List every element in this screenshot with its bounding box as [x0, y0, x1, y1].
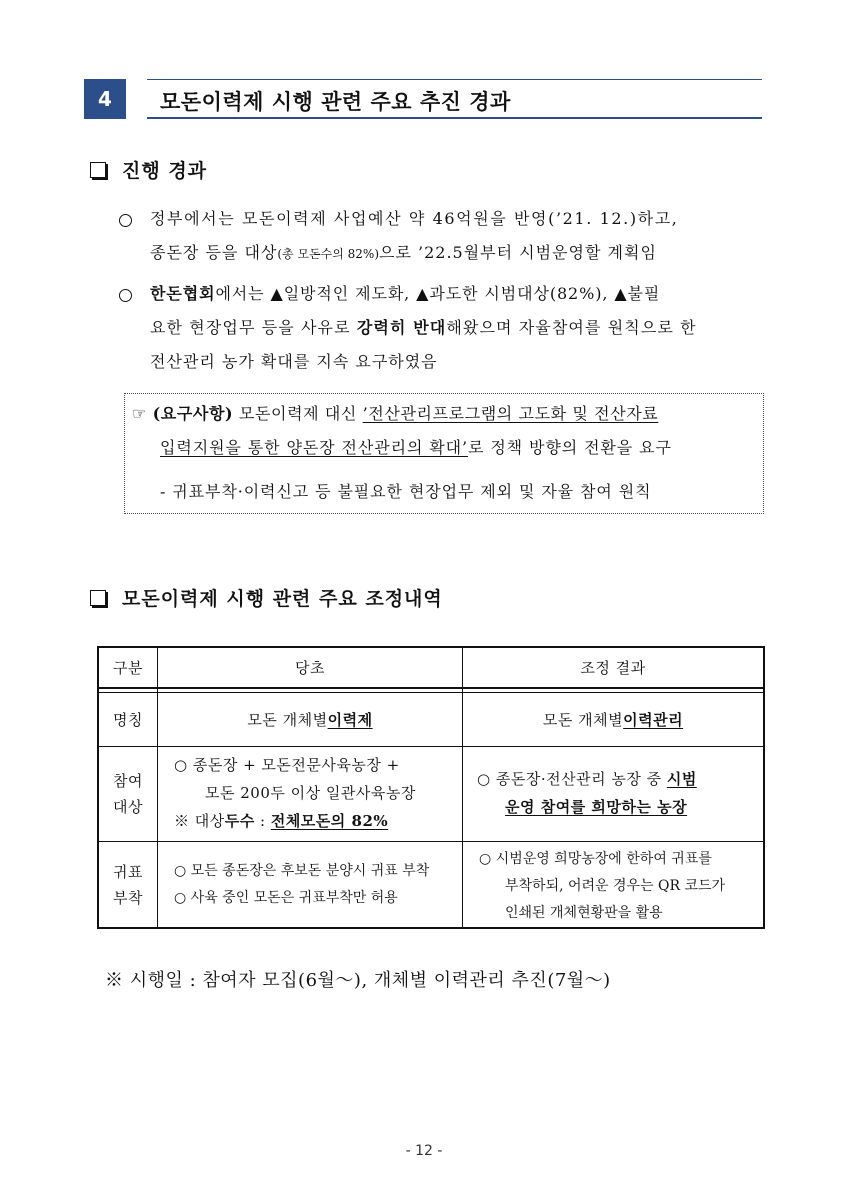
adjust-table [97, 646, 765, 929]
request-line3: - 귀표부착·이력신고 등 불필요한 현장업무 제외 및 자율 참여 원칙 [160, 482, 652, 501]
table-row2-label: 참여 대상 [113, 772, 143, 816]
circle-bullet-icon [119, 214, 132, 227]
pointing-hand-icon: ☞ [132, 404, 147, 423]
table-row3-label: 귀표 부착 [113, 862, 143, 907]
request-line2: 입력지원을 통한 양돈장 전산관리의 확대’로 정책 방향의 전환을 요구 [160, 438, 672, 457]
square-bullet-icon [90, 590, 106, 606]
progress-heading: 진행 경과 [122, 160, 208, 182]
table-row1-label: 명칭 [113, 711, 143, 729]
table-row2-adjusted-line2: 운영 참여를 희망하는 농장 [505, 798, 688, 816]
table-row2-original-line2: 모돈 200두 이상 일관사육농장 [205, 784, 416, 802]
table-header-adjusted: 조정 결과 [580, 659, 646, 677]
progress-item2-line1: 한돈협회에서는 ▲일방적인 제도화, ▲과도한 시범대상(82%), ▲불필 [150, 284, 661, 303]
table-row3-adjusted-line2: 부착하되, 어려운 경우는 QR 코드가 [505, 878, 726, 894]
page-number: - 12 - [405, 1143, 443, 1159]
section-title: 모돈이력제 시행 관련 주요 추진 경과 [160, 90, 511, 114]
progress-item1-line2: 종돈장 등을 대상(총 모돈수의 82%)으로 ’22.5월부터 시범운영할 계획임 [150, 243, 657, 262]
effective-date-note: ※ 시행일 : 참여자 모집(6월～), 개체별 이력관리 추진(7월～) [105, 970, 611, 991]
table-row1-original: 모돈 개체별 이력제 [247, 711, 373, 729]
circle-bullet-icon [119, 289, 132, 302]
table-header-original: 당초 [295, 659, 325, 677]
table-header-category: 구분 [113, 659, 143, 677]
progress-item2-line2: 요한 현장업무 등을 사유로 강력히 반대해왔으며 자율참여를 원칙으로 한 [150, 318, 697, 337]
table-row3-original-line1: ○ 모든 종돈장은 후보돈 분양시 귀표 부착 [174, 863, 430, 879]
section-number-badge: 4 [84, 79, 126, 119]
square-bullet-icon [90, 162, 106, 178]
progress-item1-line1: 정부에서는 모돈이력제 사업예산 약 46억원을 반영(’21. 12.)하고, [150, 209, 679, 228]
adjust-heading: 모돈이력제 시행 관련 주요 조정내역 [122, 588, 443, 610]
table-row3-adjusted-line3: 인쇄된 개체현황판을 활용 [505, 905, 663, 921]
progress-item2-line3: 전산관리 농가 확대를 지속 요구하였음 [150, 352, 438, 371]
table-row2-original-line3: ※ 대상두수 : 전체모돈의 82% [174, 812, 389, 830]
request-line1: ☞ (요구사항) 모돈이력제 대신 ’전산관리프로그램의 고도화 및 전산자료 [132, 404, 659, 423]
table-row2-original-line1: ○ 종돈장 + 모돈전문사육농장 + [174, 756, 400, 774]
table-row3-adjusted-line1: ○ 시범운영 희망농장에 한하여 귀표를 [479, 851, 712, 867]
table-row1-adjusted: 모돈 개체별 이력관리 [542, 711, 684, 729]
table-row2-adjusted-line1: ○ 종돈장·전산관리 농장 중 시범 [477, 770, 697, 788]
table-row3-original-line2: ○ 사육 중인 모돈은 귀표부착만 허용 [174, 890, 398, 906]
section-rule-bottom [147, 117, 762, 119]
section-rule-top [147, 79, 762, 80]
